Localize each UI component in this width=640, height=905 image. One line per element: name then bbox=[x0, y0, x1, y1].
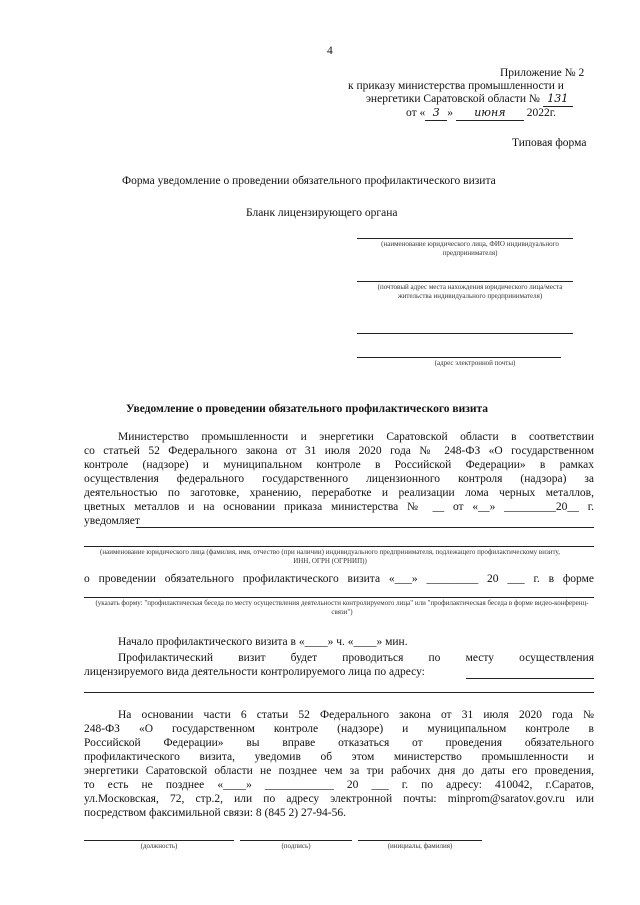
order-month: июня bbox=[456, 106, 524, 121]
addressee-extra-line bbox=[357, 333, 573, 334]
page-number: 4 bbox=[327, 45, 333, 57]
body-p1-line4: осуществления федерального государственного лицензионного контроля (надзора) за bbox=[84, 473, 594, 485]
date-prefix: от « bbox=[406, 107, 426, 119]
signature-name-caption: (инициалы, фамилия) bbox=[387, 842, 453, 850]
body-p1-line1: Министерство промышленности и энергетики Саратовской области в соответствии bbox=[118, 431, 594, 443]
order-day: 3 bbox=[425, 106, 447, 121]
appendix-ministry-line bbox=[366, 92, 573, 107]
letterhead-label: Бланк лицензирующего органа bbox=[246, 207, 398, 219]
addressee-postal-caption: (почтовый адрес места нахождения юридического лица/места жительства индивидуального предпринимателя) bbox=[377, 283, 563, 300]
order-number: 131 bbox=[543, 92, 573, 107]
form-caption: (указать форму: "профилактическая беседа по месту осуществления деятельности контролируемого лица" или "профилактическая беседа в форме видео-конференц-связи") bbox=[95, 599, 589, 616]
appendix-title: Приложение № 2 bbox=[500, 67, 585, 79]
body-p1-line6: цветных металлов и на основании приказа министерства № __ от «__» _________20__ г. bbox=[84, 501, 594, 513]
body-p5-line2: 248-ФЗ «О государственном контроле (надзоре) и муниципальном контроле в bbox=[84, 723, 594, 735]
body-p4-line2: лицензируемого вида деятельности контролируемого лица по адресу: bbox=[84, 666, 425, 678]
addressee-name-caption: (наименование юридического лица, ФИО индивидуального предпринимателя) bbox=[381, 240, 559, 257]
body-p5-line6: то есть не позднее «____» ____________ 20 ___ г. по адресу: 410042, г.Саратов, bbox=[84, 779, 594, 791]
body-p1-line5: деятельностью по заготовке, хранению, переработке и реализации лома черных металлов, bbox=[84, 487, 594, 499]
subject-fill-line-1 bbox=[136, 527, 594, 528]
body-p1-line2: со статьей 52 Федерального закона от 31 июля 2020 года № 248-ФЗ «О государственном bbox=[84, 445, 594, 457]
form-title: Форма уведомление о проведении обязательного профилактического визита bbox=[122, 175, 496, 187]
addressee-postal-line bbox=[357, 281, 573, 282]
signature-sign-caption: (подпись) bbox=[281, 842, 311, 850]
form-fill-line bbox=[84, 597, 594, 598]
appendix-date-line bbox=[406, 106, 556, 121]
appendix-order-line: к приказу министерства промышленности и bbox=[348, 80, 564, 92]
body-p1-line7: уведомляет bbox=[84, 515, 140, 527]
body-p3: Начало профилактического визита в «____» ч. «____» мин. bbox=[118, 636, 408, 648]
body-p5-line5: энергетики Саратовской области не позднее чем за три рабочих дня до даты его проведения, bbox=[84, 765, 594, 777]
body-p1-line3: контроле (надзоре) и муниципальном контроле в Российской Федерации» в рамках bbox=[84, 459, 594, 471]
date-separator: » bbox=[447, 107, 453, 119]
appendix-ministry-text: энергетики Саратовской области № bbox=[366, 93, 540, 105]
subject-caption: (наименование юридического лица (фамилия, имя, отчество (при наличии) индивидуального предпринимателя, подлежащего профилактическому визиту, ИНН, ОГРН (ОГРНИП)) bbox=[100, 548, 560, 565]
address-fill-line-1 bbox=[466, 678, 594, 679]
body-p4-line1: Профилактический визит будет проводиться по месту осуществления bbox=[118, 652, 594, 664]
notice-title: Уведомление о проведении обязательного профилактического визита bbox=[126, 403, 489, 415]
order-year: 2022г. bbox=[526, 107, 557, 119]
signature-sign-line bbox=[240, 840, 352, 841]
address-fill-line-2 bbox=[84, 692, 594, 693]
body-p5-line4: профилактического визита, уведомив об этом министерство промышленности и bbox=[84, 751, 594, 763]
standard-form-label: Типовая форма bbox=[512, 137, 587, 149]
body-p5-line7: ул.Московская, 72, стр.2, или по адресу электронной почты: minprom@saratov.gov.ru или bbox=[84, 793, 594, 805]
addressee-email-caption: (адрес электронной почты) bbox=[434, 359, 516, 367]
signature-position-line bbox=[84, 840, 234, 841]
addressee-email-line bbox=[357, 357, 561, 358]
signature-name-line bbox=[358, 840, 482, 841]
body-p5-line3: Российской Федерации» вы вправе отказаться от проведения обязательного bbox=[84, 737, 594, 749]
subject-fill-line-2 bbox=[84, 546, 594, 547]
signature-position-caption: (должность) bbox=[140, 842, 178, 850]
body-p2: о проведении обязательного профилактического визита «___» _________ 20 ___ г. в форме bbox=[84, 573, 594, 585]
body-p5-line1: На основании части 6 статьи 52 Федерального закона от 31 июля 2020 года № bbox=[118, 709, 594, 721]
body-p5-line8: посредством факсимильной связи: 8 (845 2) 27-94-56. bbox=[84, 807, 346, 819]
addressee-name-line bbox=[357, 238, 573, 239]
